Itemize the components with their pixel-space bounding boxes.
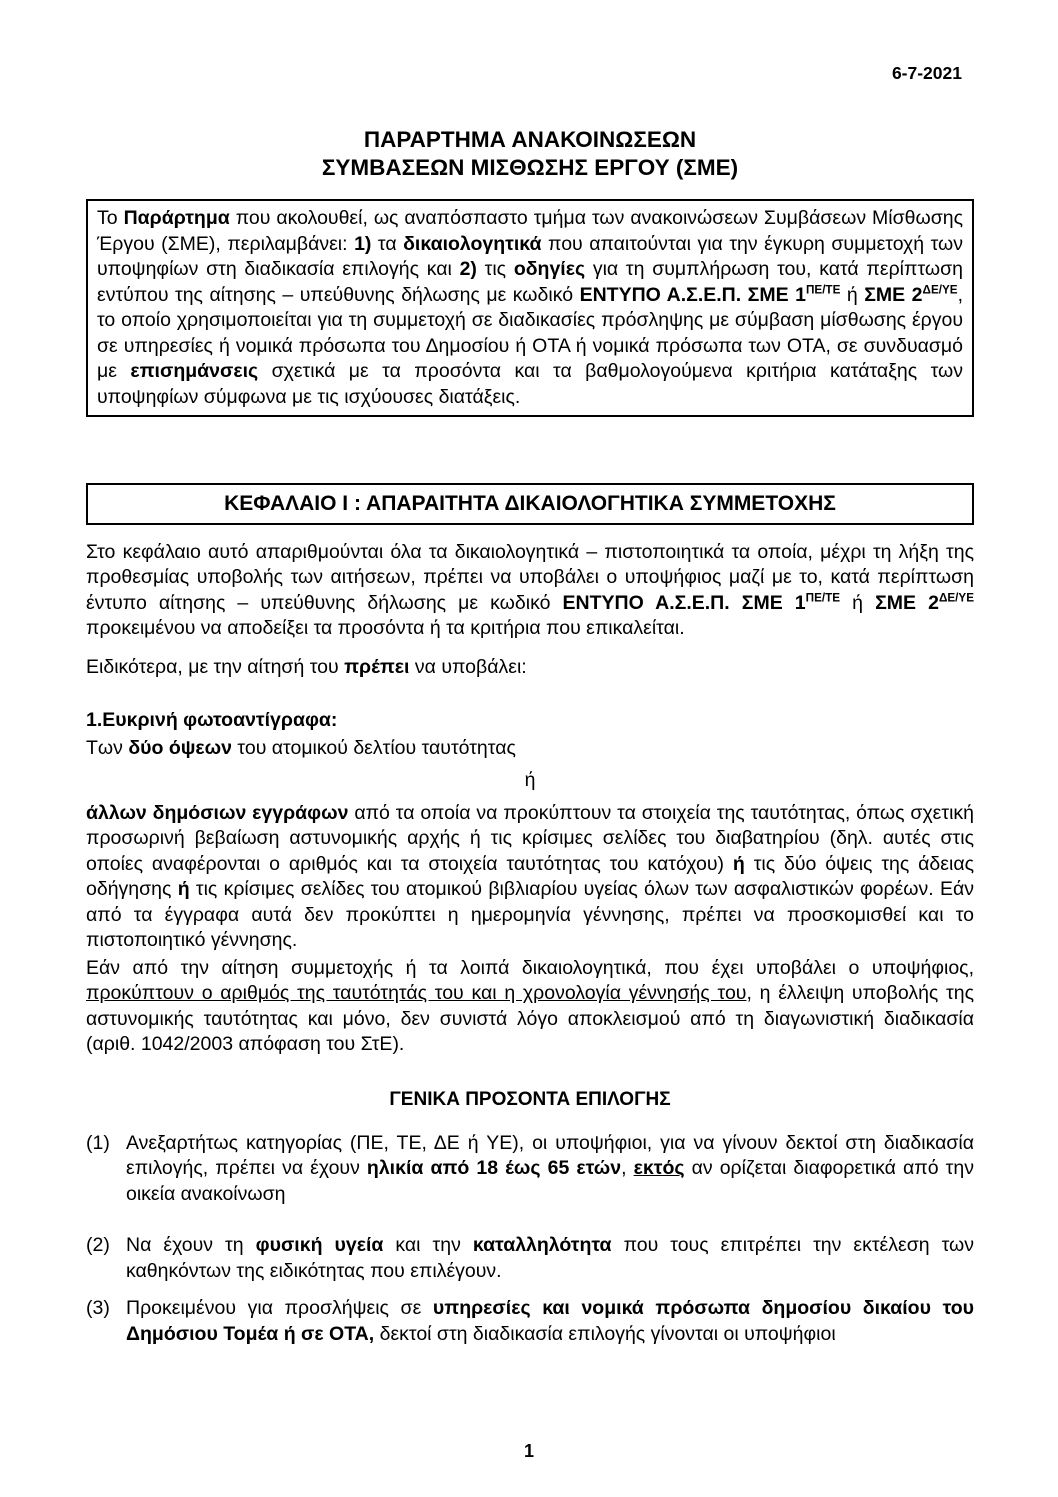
list-item (86, 1131, 974, 1208)
intro-paragraph: Το Παράρτημα που ακολουθεί, ως αναπόσπαστο τμήμα των ανακοινώσεων Συμβάσεων Μίσθωσης Έργου (ΣΜΕ), περιλαμβάνει: 1) τα δικαιολογητικά που απαιτούνται για την έγκυρη συμμετοχή των υποψηφίων στη διαδικασία επιλογής και 2) τις οδηγίες για τη συμπλήρωση του, κατά περίπτωση εντύπου της αίτησης – υπεύθυνης δήλωσης με κωδικό ΕΝΤΥΠΟ Α.Σ.Ε.Π. ΣΜΕ $1^{\Pi E/TE}$ ή ΣΜΕ $2^{\Delta E/\Upsilon E}$, το οποίο χρησιμοποιείται για τη συμμετοχή σε διαδικασίες πρόσληψης με σύμβαση μίσθωσης έργου σε υπηρεσίες ή νομικά πρόσωπα του Δημοσίου ή ΟΤΑ ή νομικά πρόσωπα των ΟΤΑ, σε συνδυασμό με επισημάνσεις σχετικά με τα προσόντα και τα βαθμολογούμενα κριτήρια κατάταξης των υποψηφίων σύμφωνα με τις ισχύουσες διατάξεις. (97, 207, 964, 408)
general-qualifications-heading: ΓΕΝΙΚΑ ΠΡΟΣΟΝΤΑ ΕΠΙΛΟΓΗΣ (389, 1088, 671, 1110)
list-item-text: Να έχουν τη φυσική υγεία και την καταλληλότητα που τους επιτρέπει την εκτέλεση των καθηκόντων της ειδικότητας που επιλέγουν. (126, 1234, 974, 1282)
list-1-heading: 1.Ευκρινή φωτοαντίγραφα: (86, 709, 338, 731)
list-item-text: Προκειμένου για προσλήψεις σε υπηρεσίες και νομικά πρόσωπα δημοσίου δικαίου του Δημόσιου Τομέα ή σε ΟΤΑ, δεκτοί στη διαδικασία επιλογής γίνονται οι υποψήφιοι (126, 1297, 974, 1345)
intro-box (86, 199, 974, 417)
list-item (86, 1233, 974, 1284)
chapter-intro-paragraph: Στο κεφάλαιο αυτό απαριθμούνται όλα τα δικαιολογητικά – πιστοποιητικά τα οποία, μέχρι τη λήξη της προθεσμίας υποβολής των αιτήσεων, πρέπει να υποβάλει ο υποψήφιος μαζί με το, κατά περίπτωση έντυπο αίτησης – υπεύθυνης δήλωσης με κωδικό ΕΝΤΥΠΟ Α.Σ.Ε.Π. ΣΜΕ $1^{\Pi E/TE}$ ή ΣΜΕ $2^{\Delta E/\Upsilon E}$ προκειμένου να αποδείξει τα προσόντα ή τα κριτήρια που επικαλείται. (86, 540, 975, 639)
page-number: 1 (523, 1440, 534, 1461)
list-item-number: (3) (86, 1297, 110, 1319)
identity-two-sides-line: Των δύο όψεων του ατομικού δελτίου ταυτότητας (86, 736, 516, 759)
list-item (86, 1296, 974, 1347)
title-line-2: ΣΥΜΒΑΣΕΩΝ ΜΙΣΘΩΣΗΣ ΕΡΓΟΥ (ΣΜΕ) (321, 155, 739, 180)
document-title (86, 126, 974, 182)
general-qualifications-list (86, 1131, 974, 1348)
identity-note-paragraph: Εάν από την αίτηση συμμετοχής ή τα λοιπά δικαιολογητικά, που έχει υποβάλει ο υποψήφιος, προκύπτουν ο αριθμός της ταυτότητάς του και η χρονολογία γέννησής του, η έλλειψη υποβολής της αστυνομικής ταυτότητας και μόνο, δεν συνιστά λόγο αποκλεισμού από τη διαγωνιστική διαδικασία (αριθ. 1042/2003 απόφαση του ΣτΕ). (86, 956, 974, 1055)
list-item-text: Ανεξαρτήτως κατηγορίας (ΠΕ, ΤΕ, ΔΕ ή ΥΕ), οι υποψήφιοι, για να γίνουν δεκτοί στη διαδικασία επιλογής, πρέπει να έχουν ηλικία από 18 έως 65 ετών, εκτός αν ορίζεται διαφορετικά από την οικεία ανακοίνωση (126, 1131, 974, 1205)
chapter-heading-box (86, 483, 974, 525)
submit-note-paragraph: Ειδικότερα, με την αίτησή του πρέπει να υποβάλει: (86, 655, 527, 678)
document-date: 6-7-2021 (891, 63, 962, 83)
title-line-1: ΠΑΡΑΡΤΗΜΑ ΑΝΑΚΟΙΝΩΣΕΩΝ (363, 127, 697, 152)
chapter-heading: ΚΕΦΑΛΑΙΟ Ι : ΑΠΑΡΑΙΤΗΤΑ ΔΙΚΑΙΟΛΟΓΗΤΙΚΑ ΣΥΜΜΕΤΟΧΗΣ (224, 492, 836, 515)
list-item-number: (1) (86, 1131, 110, 1154)
list-item-number: (2) (86, 1234, 110, 1256)
or-separator: ή (524, 769, 536, 791)
other-documents-paragraph: άλλων δημόσιων εγγράφων από τα οποία να προκύπτουν τα στοιχεία της ταυτότητας, όπως σχετική προσωρινή βεβαίωση αστυνομικής αρχής ή τις κρίσιμες σελίδες του διαβατηρίου (δηλ. αυτές στις οποίες αναφέρονται ο αριθμός και τα στοιχεία ταυτότητας του κατόχου) ή τις δύο όψεις της άδειας οδήγησης ή τις κρίσιμες σελίδες του ατομικού βιβλιαρίου υγείας όλων των ασφαλιστικών φορέων. Εάν από τα έγγραφα αυτά δεν προκύπτει η ημερομηνία γέννησης, πρέπει να προσκομισθεί και το πιστοποιητικό γέννησης. (86, 801, 975, 951)
